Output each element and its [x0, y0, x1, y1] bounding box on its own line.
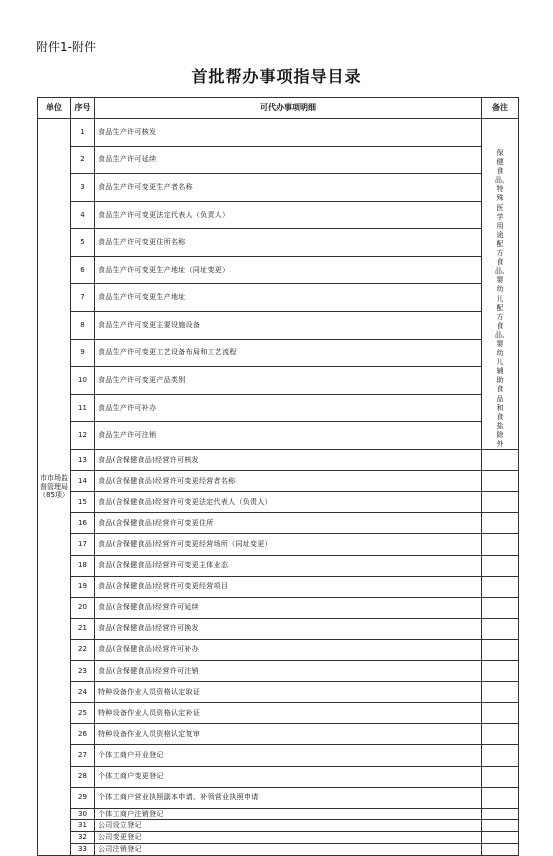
table-row — [38, 256, 519, 284]
row-number: 24 — [71, 682, 95, 703]
row-number: 23 — [71, 661, 95, 682]
table-row — [38, 513, 519, 534]
item-description: 食品生产许可变更工艺设备布局和工艺流程 — [95, 339, 482, 367]
table-row — [38, 766, 519, 787]
table-row — [38, 808, 519, 820]
row-number: 26 — [71, 724, 95, 745]
item-description: 食品(含保健食品)经营许可变更经营场所（同址变更） — [95, 534, 482, 555]
note-empty-cell — [482, 513, 519, 534]
row-number: 5 — [71, 229, 95, 257]
note-empty-cell — [482, 745, 519, 766]
item-description: 食品生产许可变更生产者名称 — [95, 174, 482, 202]
row-number: 18 — [71, 555, 95, 576]
row-number: 2 — [71, 146, 95, 174]
note-empty-cell — [482, 597, 519, 618]
note-empty-cell — [482, 618, 519, 639]
row-number: 4 — [71, 201, 95, 229]
row-number: 28 — [71, 766, 95, 787]
table-row — [38, 724, 519, 745]
note-empty-cell — [482, 703, 519, 724]
column-header-item: 可代办事项明细 — [95, 98, 482, 119]
item-description: 食品(含保健食品)经营许可变更经营项目 — [95, 576, 482, 597]
row-number: 15 — [71, 492, 95, 513]
item-description: 食品(含保健食品)经营许可延续 — [95, 597, 482, 618]
table-row — [38, 450, 519, 471]
row-number: 21 — [71, 618, 95, 639]
attachment-label: 附件1-附件 — [36, 40, 96, 54]
note-empty-cell — [482, 724, 519, 745]
row-number: 31 — [71, 820, 95, 832]
table-row — [38, 682, 519, 703]
table-row — [38, 787, 519, 808]
note-empty-cell — [482, 639, 519, 660]
table-row — [38, 618, 519, 639]
row-number: 10 — [71, 367, 95, 395]
item-description: 食品生产许可变更主要设施设备 — [95, 312, 482, 340]
row-number: 14 — [71, 471, 95, 492]
row-number: 1 — [71, 119, 95, 147]
note-empty-cell — [482, 450, 519, 471]
note-text: 保健食品，特殊医学用途配方食品、婴幼儿配方食品、婴幼儿辅助食品和食盐除外 — [495, 149, 509, 448]
row-number: 16 — [71, 513, 95, 534]
row-number: 19 — [71, 576, 95, 597]
note-empty-cell — [482, 766, 519, 787]
table-row — [38, 174, 519, 202]
item-description: 食品生产许可变更法定代表人（负责人） — [95, 201, 482, 229]
row-number: 11 — [71, 394, 95, 422]
row-number: 6 — [71, 256, 95, 284]
table-row — [38, 119, 519, 147]
note-empty-cell — [482, 787, 519, 808]
item-description: 食品生产许可变更产品类别 — [95, 367, 482, 395]
table-row — [38, 820, 519, 832]
table-row — [38, 534, 519, 555]
table-row — [38, 597, 519, 618]
column-header-unit: 单位 — [38, 98, 71, 119]
column-header-note: 备注 — [482, 98, 519, 119]
row-number: 12 — [71, 422, 95, 450]
note-empty-cell — [482, 492, 519, 513]
table-row — [38, 576, 519, 597]
item-description: 食品生产许可核发 — [95, 119, 482, 147]
note-empty-cell — [482, 555, 519, 576]
note-empty-cell — [482, 471, 519, 492]
table-row — [38, 284, 519, 312]
item-description: 个体工商户开业登记 — [95, 745, 482, 766]
row-number: 7 — [71, 284, 95, 312]
item-description: 食品生产许可补办 — [95, 394, 482, 422]
item-description: 食品(含保健食品)经营许可变更经营者名称 — [95, 471, 482, 492]
document-title: 首批帮办事项指导目录 — [191, 67, 362, 86]
row-number: 33 — [71, 844, 95, 856]
row-number: 9 — [71, 339, 95, 367]
table-row — [38, 229, 519, 257]
table-row — [38, 367, 519, 395]
table-row — [38, 146, 519, 174]
row-number: 22 — [71, 639, 95, 660]
item-description: 食品(含保健食品)经营许可注销 — [95, 661, 482, 682]
table-row — [38, 832, 519, 844]
row-number: 17 — [71, 534, 95, 555]
row-number: 8 — [71, 312, 95, 340]
table-row — [38, 639, 519, 660]
note-empty-cell — [482, 844, 519, 856]
item-description: 特种设备作业人员资格认定取证 — [95, 682, 482, 703]
item-description: 食品(含保健食品)经营许可换发 — [95, 618, 482, 639]
note-empty-cell — [482, 534, 519, 555]
item-description: 公司注销登记 — [95, 844, 482, 856]
item-description: 食品生产许可延续 — [95, 146, 482, 174]
table-row — [38, 555, 519, 576]
row-number: 29 — [71, 787, 95, 808]
row-number: 20 — [71, 597, 95, 618]
item-description: 公司变更登记 — [95, 832, 482, 844]
item-description: 公司设立登记 — [95, 820, 482, 832]
table-row — [38, 661, 519, 682]
row-number: 3 — [71, 174, 95, 202]
item-description: 食品(含保健食品)经营许可变更主体业态 — [95, 555, 482, 576]
item-description: 个体工商户变更登记 — [95, 766, 482, 787]
item-description: 食品(含保健食品)经营许可变更住所 — [95, 513, 482, 534]
note-empty-cell — [482, 820, 519, 832]
row-number: 27 — [71, 745, 95, 766]
row-number: 30 — [71, 808, 95, 820]
table-row — [38, 422, 519, 450]
table-row — [38, 339, 519, 367]
table-row — [38, 312, 519, 340]
table-row — [38, 201, 519, 229]
note-empty-cell — [482, 682, 519, 703]
table-row — [38, 394, 519, 422]
row-number: 13 — [71, 450, 95, 471]
table-body — [38, 119, 519, 856]
table-row — [38, 745, 519, 766]
note-empty-cell — [482, 808, 519, 820]
table-row — [38, 471, 519, 492]
item-table — [37, 97, 519, 856]
note-empty-cell — [482, 661, 519, 682]
table-row — [38, 844, 519, 856]
item-description: 特种设备作业人员资格认定复审 — [95, 724, 482, 745]
item-description: 食品(含保健食品)经营许可补办 — [95, 639, 482, 660]
table-header-row — [38, 98, 519, 119]
item-description: 个体工商户营业执照副本申请、补领营业执照申请 — [95, 787, 482, 808]
item-description: 食品生产许可变更生产地址 — [95, 284, 482, 312]
unit-cell: 市市场监督管理局（85项） — [38, 119, 71, 856]
note-empty-cell — [482, 832, 519, 844]
item-description: 食品(含保健食品)经营许可核发 — [95, 450, 482, 471]
item-description: 特种设备作业人员资格认定补证 — [95, 703, 482, 724]
item-description: 个体工商户注销登记 — [95, 808, 482, 820]
column-header-number: 序号 — [71, 98, 95, 119]
item-description: 食品生产许可变更生产地址（同址变更） — [95, 256, 482, 284]
table-row — [38, 492, 519, 513]
note-empty-cell — [482, 576, 519, 597]
row-number: 25 — [71, 703, 95, 724]
row-number: 32 — [71, 832, 95, 844]
item-description: 食品生产许可变更住所名称 — [95, 229, 482, 257]
item-description: 食品生产许可注销 — [95, 422, 482, 450]
note-cell — [482, 119, 519, 450]
table-row — [38, 703, 519, 724]
item-description: 食品(含保健食品)经营许可变更法定代表人（负责人） — [95, 492, 482, 513]
